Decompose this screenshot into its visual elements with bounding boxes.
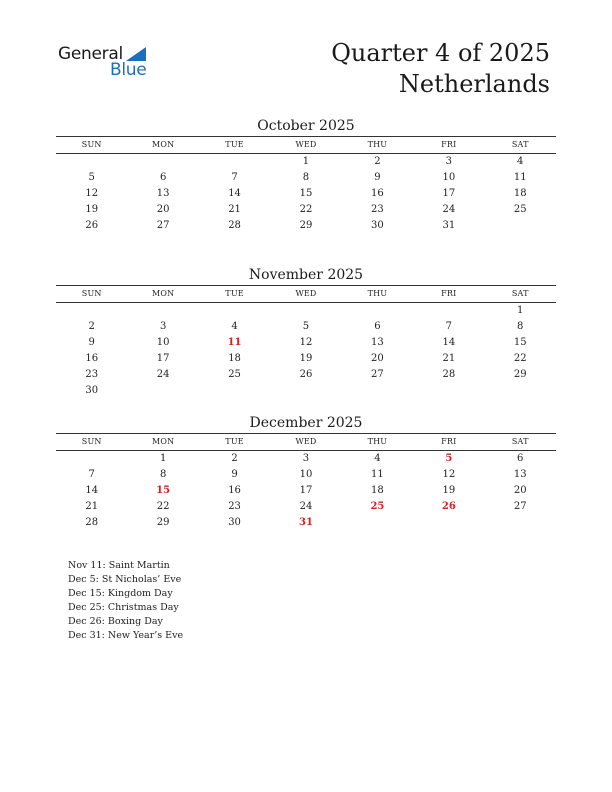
day-cell: 23 xyxy=(371,204,384,215)
day-cell: 13 xyxy=(156,188,170,199)
day-cell xyxy=(342,515,413,531)
weekday-header: THU xyxy=(367,289,388,298)
day-cell xyxy=(342,303,413,319)
day-cell: 12 xyxy=(442,469,456,480)
title-country: Netherlands xyxy=(398,70,550,98)
day-cell: 15 xyxy=(513,337,527,348)
day-cell: 18 xyxy=(371,485,384,496)
day-cell: 18 xyxy=(228,353,241,364)
day-cell: 28 xyxy=(228,220,241,231)
weekday-header: SUN xyxy=(81,437,102,446)
week-row xyxy=(56,303,556,319)
holiday-day-cell: 31 xyxy=(299,517,313,528)
generalblue-logo xyxy=(58,44,158,84)
holiday-list-item: Dec 31: New Year’s Eve xyxy=(68,630,184,641)
day-cell: 2 xyxy=(374,156,381,167)
weekday-header: THU xyxy=(367,437,388,446)
week-row xyxy=(56,186,556,202)
weekday-header: TUE xyxy=(225,437,244,446)
day-cell: 29 xyxy=(156,517,170,528)
weekday-header-row xyxy=(56,286,556,303)
day-cell: 2 xyxy=(88,321,95,332)
day-cell: 12 xyxy=(85,188,99,199)
holiday-list-item: Dec 25: Christmas Day xyxy=(68,602,179,613)
month-title: October 2025 xyxy=(257,118,355,134)
day-cell xyxy=(199,154,270,170)
day-cell: 8 xyxy=(302,172,310,183)
weekday-header-row xyxy=(56,434,556,451)
day-cell xyxy=(127,303,198,319)
holiday-day-cell: 5 xyxy=(445,453,453,464)
day-cell: 8 xyxy=(517,321,524,332)
page-title xyxy=(331,38,550,100)
day-cell: 21 xyxy=(442,353,456,364)
holiday-list xyxy=(68,559,183,643)
weekday-header: SAT xyxy=(511,437,529,446)
week-row xyxy=(56,499,556,515)
day-cell: 1 xyxy=(302,156,310,167)
week-row xyxy=(56,319,556,335)
day-cell: 16 xyxy=(228,485,241,496)
day-cell: 25 xyxy=(228,369,241,380)
weekday-header: SAT xyxy=(511,140,529,149)
day-cell xyxy=(485,383,556,399)
month-title: December 2025 xyxy=(249,415,363,431)
day-cell xyxy=(270,303,341,319)
month-block xyxy=(56,116,556,234)
day-cell: 27 xyxy=(371,369,384,380)
day-cell: 26 xyxy=(85,220,99,231)
month-block xyxy=(56,265,556,399)
day-cell xyxy=(199,383,270,399)
week-row xyxy=(56,154,556,170)
day-cell: 16 xyxy=(85,353,99,364)
month-block xyxy=(56,413,556,531)
day-cell: 2 xyxy=(231,453,238,464)
holiday-list-item: Dec 26: Boxing Day xyxy=(68,616,163,627)
day-cell: 23 xyxy=(228,501,241,512)
day-cell: 20 xyxy=(371,353,384,364)
day-cell: 7 xyxy=(88,469,95,480)
day-cell: 14 xyxy=(85,485,99,496)
weekday-header: SUN xyxy=(81,289,102,298)
day-cell: 12 xyxy=(299,337,313,348)
day-cell: 21 xyxy=(228,204,241,215)
title-quarter: Quarter 4 of 2025 xyxy=(331,39,550,67)
day-cell: 24 xyxy=(442,204,456,215)
holiday-day-cell: 26 xyxy=(441,501,456,512)
holiday-list-item: Dec 5: St Nicholas’ Eve xyxy=(68,574,182,585)
weekday-header: MON xyxy=(151,140,175,149)
day-cell: 3 xyxy=(445,156,452,167)
weekday-header: MON xyxy=(151,437,175,446)
day-cell: 14 xyxy=(228,188,241,199)
day-cell: 13 xyxy=(513,469,527,480)
week-row xyxy=(56,483,556,499)
day-cell: 7 xyxy=(231,172,238,183)
day-cell: 5 xyxy=(88,172,95,183)
weekday-header: FRI xyxy=(441,437,457,446)
day-cell xyxy=(56,451,127,467)
day-cell: 27 xyxy=(156,220,170,231)
week-row xyxy=(56,383,556,399)
day-cell xyxy=(56,154,127,170)
weekday-header: TUE xyxy=(225,289,244,298)
weekday-header: WED xyxy=(295,140,317,149)
day-cell: 3 xyxy=(302,453,310,464)
week-row xyxy=(56,335,556,351)
day-cell: 27 xyxy=(513,501,527,512)
week-row xyxy=(56,467,556,483)
day-cell: 28 xyxy=(442,369,456,380)
day-cell xyxy=(270,383,341,399)
weekday-header: SUN xyxy=(81,140,102,149)
day-cell: 9 xyxy=(374,172,381,183)
day-cell: 10 xyxy=(156,337,170,348)
day-cell: 7 xyxy=(445,321,452,332)
day-cell: 17 xyxy=(156,353,170,364)
day-cell: 17 xyxy=(442,188,456,199)
day-cell xyxy=(413,383,484,399)
day-cell: 23 xyxy=(85,369,99,380)
day-cell: 9 xyxy=(88,337,95,348)
logo-triangle-icon xyxy=(126,47,146,61)
day-cell: 28 xyxy=(85,517,99,528)
day-cell: 30 xyxy=(228,517,241,528)
day-cell: 29 xyxy=(299,220,313,231)
day-cell xyxy=(127,383,198,399)
day-cell: 10 xyxy=(299,469,313,480)
weekday-header: FRI xyxy=(441,289,457,298)
day-cell: 26 xyxy=(299,369,313,380)
day-cell: 19 xyxy=(85,204,99,215)
week-row xyxy=(56,351,556,367)
day-cell: 6 xyxy=(374,321,381,332)
day-cell: 22 xyxy=(156,501,170,512)
day-cell: 11 xyxy=(513,172,527,183)
day-cell: 22 xyxy=(513,353,527,364)
day-cell xyxy=(413,515,484,531)
day-cell xyxy=(485,515,556,531)
day-cell: 9 xyxy=(231,469,238,480)
week-row xyxy=(56,515,556,531)
day-cell: 11 xyxy=(371,469,384,480)
day-cell: 18 xyxy=(513,188,527,199)
week-row xyxy=(56,202,556,218)
day-cell: 20 xyxy=(156,204,170,215)
day-cell: 30 xyxy=(371,220,384,231)
holiday-day-cell: 11 xyxy=(227,337,242,348)
day-cell: 8 xyxy=(159,469,167,480)
holiday-day-cell: 25 xyxy=(370,501,385,512)
day-cell: 5 xyxy=(302,321,310,332)
day-cell: 31 xyxy=(442,220,456,231)
day-cell: 3 xyxy=(159,321,167,332)
day-cell xyxy=(413,303,484,319)
day-cell xyxy=(342,383,413,399)
weekday-header: WED xyxy=(295,289,317,298)
day-cell: 21 xyxy=(85,501,99,512)
weekday-header: MON xyxy=(151,289,175,298)
holiday-list-item: Dec 15: Kingdom Day xyxy=(68,588,173,599)
holiday-list-item: Nov 11: Saint Martin xyxy=(68,560,170,571)
weekday-header: WED xyxy=(295,437,317,446)
weekday-header: TUE xyxy=(225,140,244,149)
day-cell: 14 xyxy=(442,337,456,348)
day-cell: 4 xyxy=(231,321,238,332)
day-cell: 1 xyxy=(517,305,524,316)
day-cell: 20 xyxy=(513,485,527,496)
day-cell: 17 xyxy=(299,485,313,496)
day-cell: 4 xyxy=(374,453,381,464)
weekday-header: THU xyxy=(367,140,388,149)
day-cell xyxy=(56,303,127,319)
logo-general-text: General xyxy=(58,44,123,64)
day-cell: 1 xyxy=(159,453,167,464)
day-cell: 10 xyxy=(442,172,456,183)
weekday-header-row xyxy=(56,137,556,154)
day-cell xyxy=(127,154,198,170)
week-row xyxy=(56,170,556,186)
week-row xyxy=(56,367,556,383)
week-row xyxy=(56,451,556,467)
day-cell: 24 xyxy=(156,369,170,380)
day-cell: 25 xyxy=(513,204,527,215)
logo-blue-text: Blue xyxy=(110,60,147,80)
day-cell: 13 xyxy=(371,337,384,348)
day-cell xyxy=(485,218,556,234)
day-cell: 4 xyxy=(517,156,524,167)
day-cell: 30 xyxy=(85,385,99,396)
day-cell xyxy=(199,303,270,319)
day-cell: 15 xyxy=(299,188,313,199)
day-cell: 22 xyxy=(299,204,313,215)
weekday-header: SAT xyxy=(511,289,529,298)
day-cell: 6 xyxy=(159,172,167,183)
weekday-header: FRI xyxy=(441,140,457,149)
day-cell: 16 xyxy=(371,188,384,199)
week-row xyxy=(56,218,556,234)
day-cell: 29 xyxy=(513,369,527,380)
month-title: November 2025 xyxy=(248,267,364,283)
day-cell: 19 xyxy=(442,485,456,496)
day-cell: 24 xyxy=(299,501,313,512)
day-cell: 6 xyxy=(517,453,524,464)
holiday-day-cell: 15 xyxy=(156,485,171,496)
day-cell: 19 xyxy=(299,353,313,364)
